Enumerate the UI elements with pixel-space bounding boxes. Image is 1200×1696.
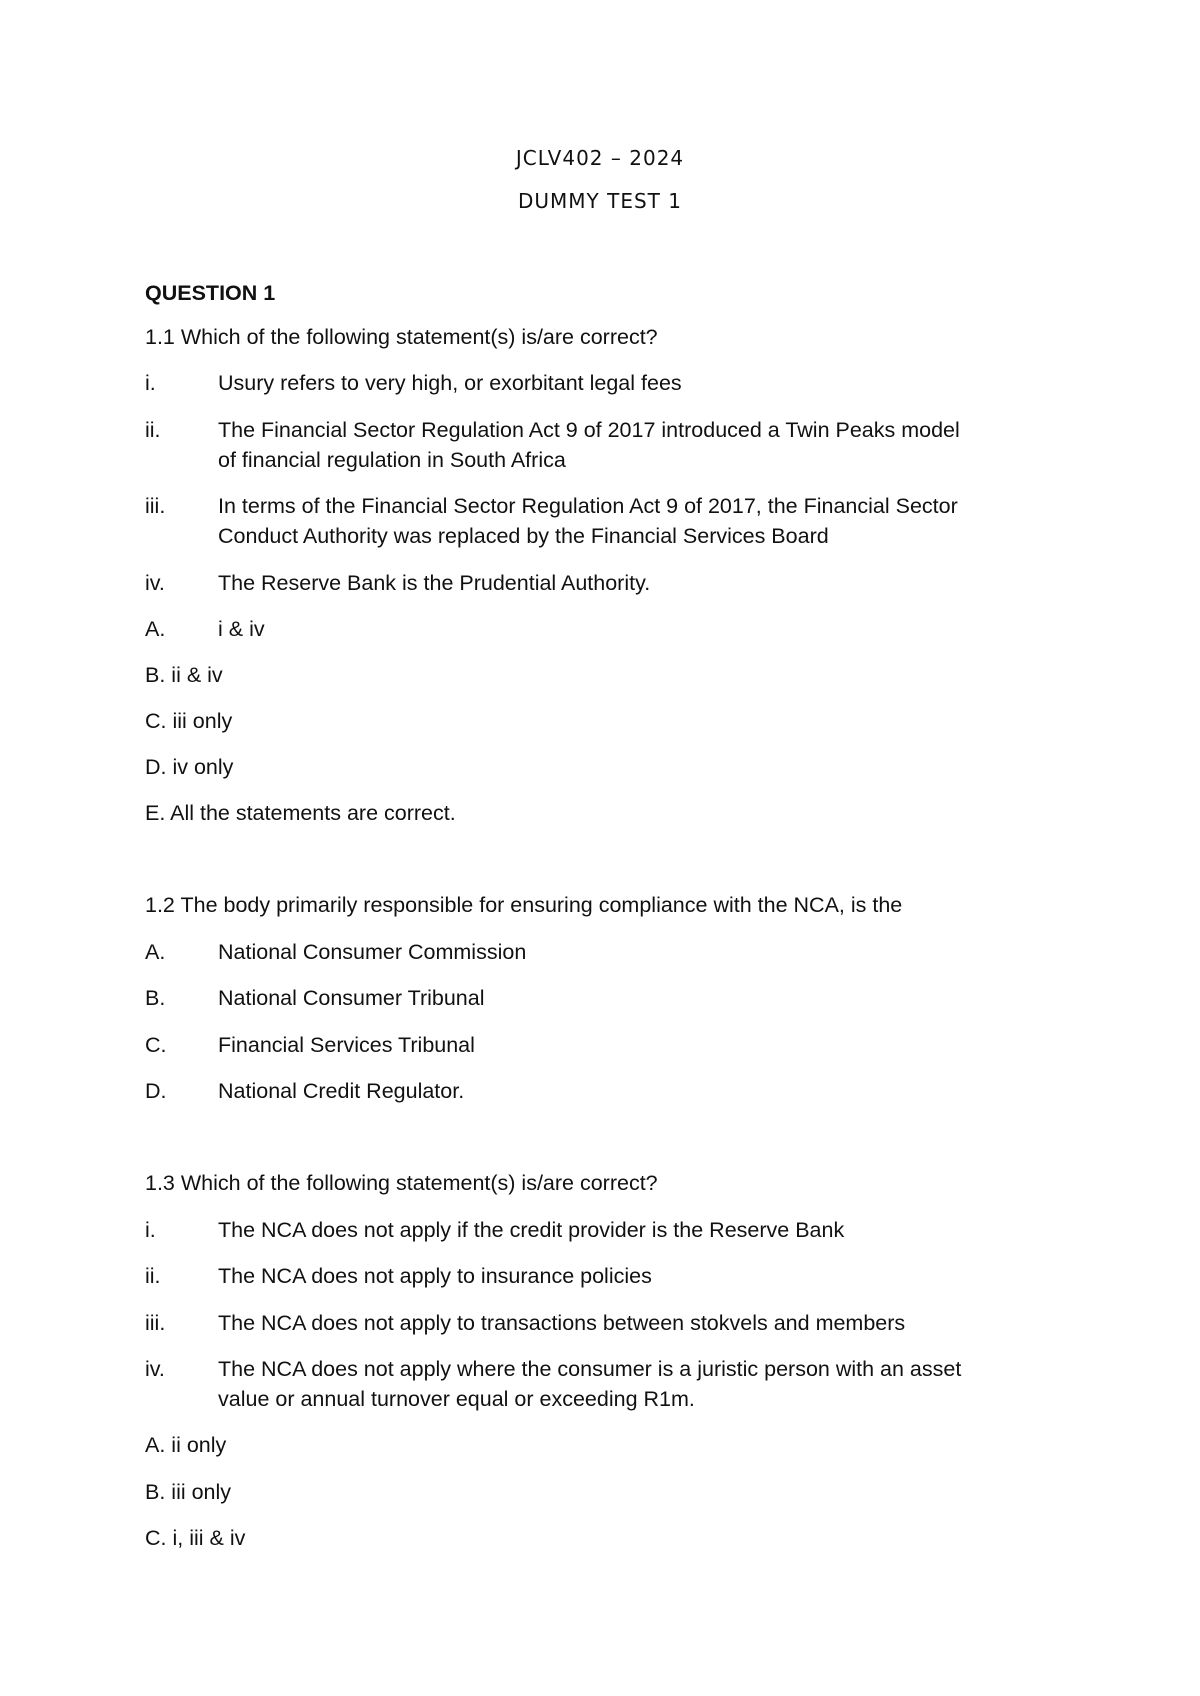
option: B. ii & iv <box>145 663 223 687</box>
statement-number: i. <box>145 371 156 395</box>
option-letter: A. <box>145 940 166 964</box>
statement-text: value or annual turnover equal or exceeding R1m. <box>218 1387 695 1411</box>
option-text: National Consumer Commission <box>218 940 527 964</box>
question-1-3-stem: 1.3 Which of the following statement(s) is/are correct? <box>145 1171 658 1195</box>
statement-text: The Financial Sector Regulation Act 9 of 2017 introduced a Twin Peaks model <box>218 418 960 442</box>
statement-number: iv. <box>145 1357 165 1381</box>
option: D. iv only <box>145 755 234 779</box>
option: E. All the statements are correct. <box>145 801 456 825</box>
option-letter: C. <box>145 1033 167 1057</box>
test-title: DUMMY TEST 1 <box>518 189 682 213</box>
statement-number: iii. <box>145 494 166 518</box>
statement-text: of financial regulation in South Africa <box>218 448 566 472</box>
option: B. iii only <box>145 1480 232 1504</box>
option: C. iii only <box>145 709 233 733</box>
option-text: Financial Services Tribunal <box>218 1033 475 1057</box>
option: C. i, iii & iv <box>145 1526 246 1550</box>
question-1-1-stem: 1.1 Which of the following statement(s) is/are correct? <box>145 325 658 349</box>
option: A. ii only <box>145 1433 227 1457</box>
option-letter: A. <box>145 617 166 641</box>
course-code: JCLV402 – 2024 <box>515 146 685 170</box>
statement-number: iv. <box>145 571 165 595</box>
statement-number: ii. <box>145 1264 161 1288</box>
statement-text: The NCA does not apply if the credit provider is the Reserve Bank <box>218 1218 845 1242</box>
question-1-2-stem: 1.2 The body primarily responsible for ensuring compliance with the NCA, is the <box>145 893 903 917</box>
statement-text: The NCA does not apply to insurance policies <box>218 1264 652 1288</box>
option-letter: D. <box>145 1079 167 1103</box>
option-letter: B. <box>145 986 166 1010</box>
statement-text: The NCA does not apply where the consumer is a juristic person with an asset <box>218 1357 962 1381</box>
statement-text: Usury refers to very high, or exorbitant legal fees <box>218 371 682 395</box>
statement-number: ii. <box>145 418 161 442</box>
statement-number: i. <box>145 1218 156 1242</box>
statement-text: The Reserve Bank is the Prudential Authority. <box>218 571 651 595</box>
statement-text: Conduct Authority was replaced by the Financial Services Board <box>218 524 829 548</box>
statement-text: The NCA does not apply to transactions between stokvels and members <box>218 1311 906 1335</box>
statement-text: In terms of the Financial Sector Regulation Act 9 of 2017, the Financial Sector <box>218 494 958 518</box>
statement-number: iii. <box>145 1311 166 1335</box>
option-text: i & iv <box>218 617 265 641</box>
option-text: National Consumer Tribunal <box>218 986 485 1010</box>
question-heading: QUESTION 1 <box>145 281 276 305</box>
option-text: National Credit Regulator. <box>218 1079 465 1103</box>
